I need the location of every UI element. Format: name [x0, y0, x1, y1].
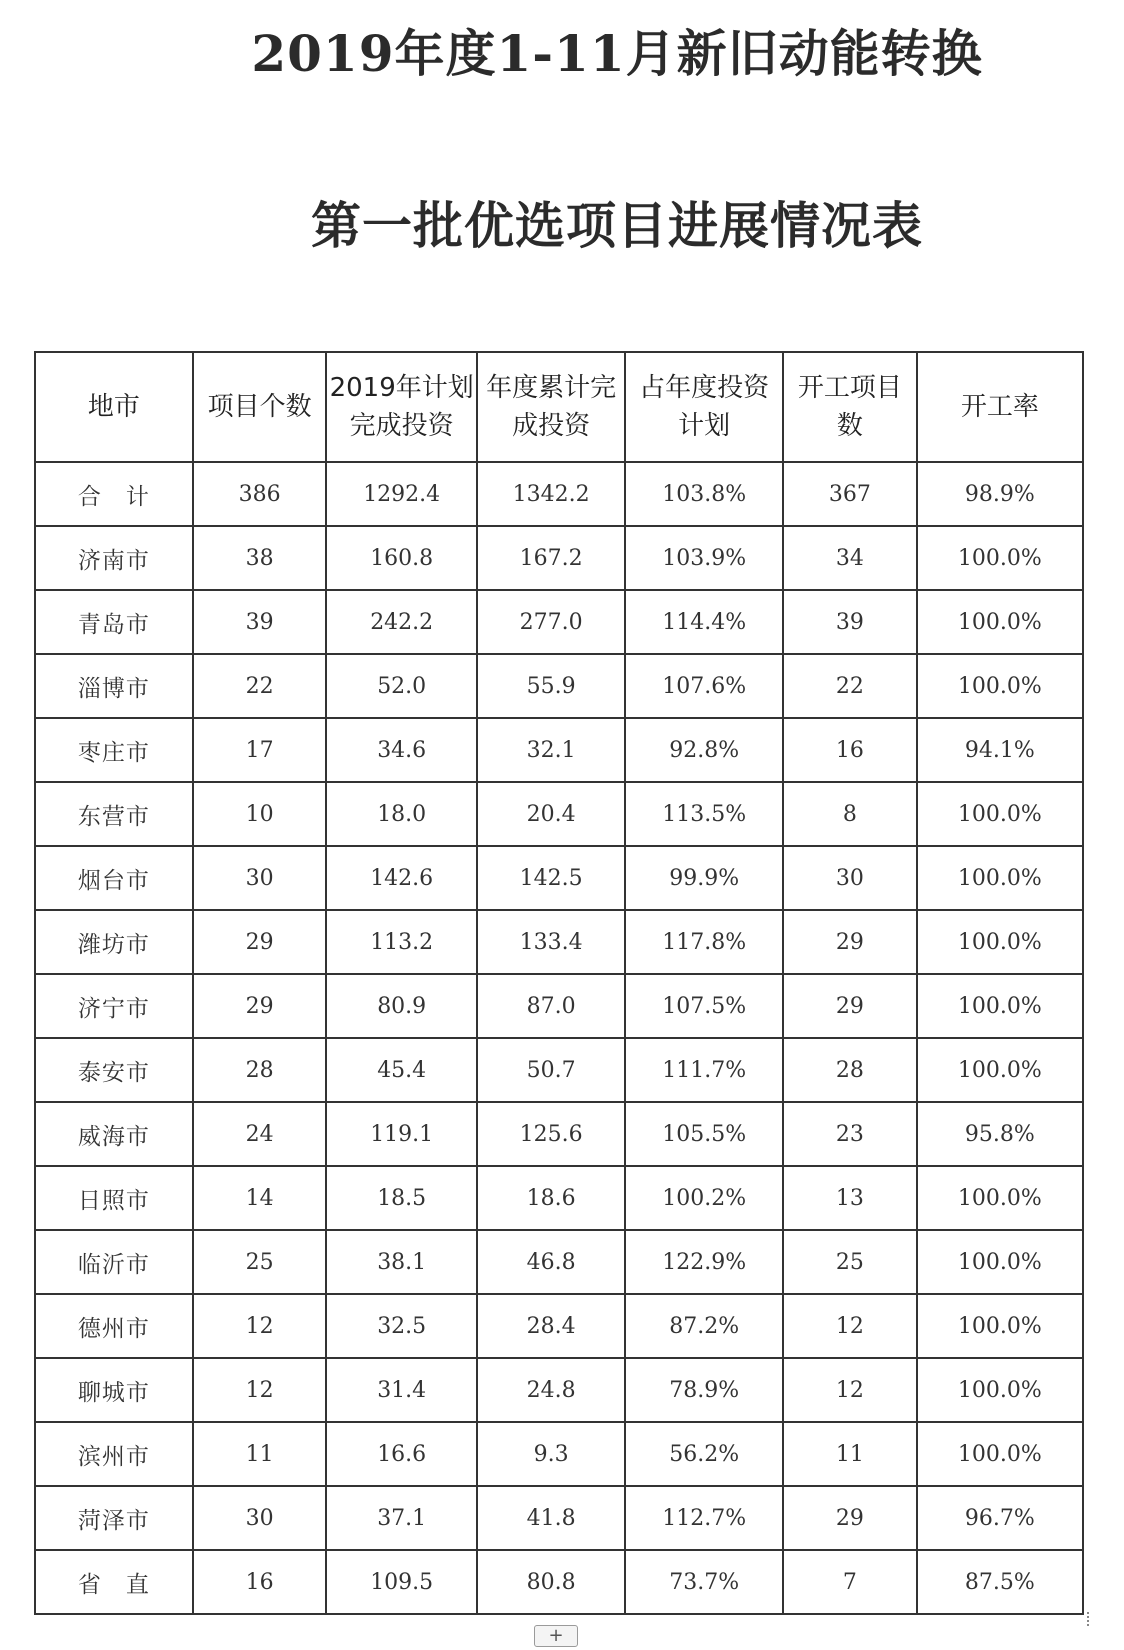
- cell-planned-investment[interactable]: 32.5: [326, 1294, 476, 1358]
- progress-table-container: [34, 351, 1084, 1615]
- cell-started-projects[interactable]: 12: [783, 1294, 917, 1358]
- cell-planned-investment[interactable]: 80.9: [326, 974, 476, 1038]
- column-header-started-projects[interactable]: 开工项目数: [783, 352, 917, 462]
- cell-start-rate[interactable]: 100.0%: [917, 1358, 1083, 1422]
- cell-plan-percentage[interactable]: 107.5%: [625, 974, 783, 1038]
- cell-started-projects[interactable]: 39: [783, 590, 917, 654]
- cell-city[interactable]: 泰安市: [35, 1038, 193, 1102]
- cell-project-count[interactable]: 30: [193, 846, 327, 910]
- table-row: [35, 590, 1083, 654]
- table-row: [35, 846, 1083, 910]
- cell-plan-percentage[interactable]: 113.5%: [625, 782, 783, 846]
- table-body: [35, 462, 1083, 1614]
- table-row: [35, 1038, 1083, 1102]
- cell-planned-investment[interactable]: 52.0: [326, 654, 476, 718]
- cell-started-projects[interactable]: 28: [783, 1038, 917, 1102]
- cell-city[interactable]: 烟台市: [35, 846, 193, 910]
- cell-start-rate[interactable]: 100.0%: [917, 526, 1083, 590]
- table-row: [35, 974, 1083, 1038]
- cell-start-rate[interactable]: 100.0%: [917, 1038, 1083, 1102]
- table-row: [35, 654, 1083, 718]
- cell-plan-percentage[interactable]: 92.8%: [625, 718, 783, 782]
- cell-city[interactable]: 济宁市: [35, 974, 193, 1038]
- table-row: [35, 1422, 1083, 1486]
- cell-plan-percentage[interactable]: 100.2%: [625, 1166, 783, 1230]
- cell-planned-investment[interactable]: 16.6: [326, 1422, 476, 1486]
- cell-project-count[interactable]: 25: [193, 1230, 327, 1294]
- cell-start-rate[interactable]: 100.0%: [917, 1422, 1083, 1486]
- cell-cumulative-investment[interactable]: 133.4: [477, 910, 625, 974]
- cell-start-rate[interactable]: 100.0%: [917, 910, 1083, 974]
- cell-cumulative-investment[interactable]: 167.2: [477, 526, 625, 590]
- cell-started-projects[interactable]: 29: [783, 910, 917, 974]
- cell-planned-investment[interactable]: 18.5: [326, 1166, 476, 1230]
- cell-planned-investment[interactable]: 18.0: [326, 782, 476, 846]
- cell-plan-percentage[interactable]: 122.9%: [625, 1230, 783, 1294]
- cell-started-projects[interactable]: 30: [783, 846, 917, 910]
- cell-plan-percentage[interactable]: 87.2%: [625, 1294, 783, 1358]
- cell-start-rate[interactable]: 100.0%: [917, 782, 1083, 846]
- cell-start-rate[interactable]: 100.0%: [917, 1166, 1083, 1230]
- cell-city[interactable]: 日照市: [35, 1166, 193, 1230]
- cell-planned-investment[interactable]: 119.1: [326, 1102, 476, 1166]
- cell-plan-percentage[interactable]: 105.5%: [625, 1102, 783, 1166]
- cell-project-count[interactable]: 386: [193, 462, 327, 526]
- cell-city[interactable]: 东营市: [35, 782, 193, 846]
- cell-cumulative-investment[interactable]: 18.6: [477, 1166, 625, 1230]
- cell-plan-percentage[interactable]: 112.7%: [625, 1486, 783, 1550]
- cell-project-count[interactable]: 22: [193, 654, 327, 718]
- cell-start-rate[interactable]: 94.1%: [917, 718, 1083, 782]
- cell-plan-percentage[interactable]: 117.8%: [625, 910, 783, 974]
- cell-cumulative-investment[interactable]: 80.8: [477, 1550, 625, 1614]
- cell-project-count[interactable]: 29: [193, 974, 327, 1038]
- table-header-row: [35, 352, 1083, 462]
- cell-cumulative-investment[interactable]: 28.4: [477, 1294, 625, 1358]
- cell-planned-investment[interactable]: 142.6: [326, 846, 476, 910]
- cell-project-count[interactable]: 11: [193, 1422, 327, 1486]
- cell-city[interactable]: 枣庄市: [35, 718, 193, 782]
- cell-city[interactable]: 德州市: [35, 1294, 193, 1358]
- cell-project-count[interactable]: 12: [193, 1294, 327, 1358]
- cell-cumulative-investment[interactable]: 1342.2: [477, 462, 625, 526]
- table-row: [35, 1102, 1083, 1166]
- cell-city[interactable]: 临沂市: [35, 1230, 193, 1294]
- cell-plan-percentage[interactable]: 103.8%: [625, 462, 783, 526]
- cell-cumulative-investment[interactable]: 9.3: [477, 1422, 625, 1486]
- cell-cumulative-investment[interactable]: 277.0: [477, 590, 625, 654]
- column-header-planned-investment[interactable]: 2019年计划完成投资: [326, 352, 476, 462]
- cell-project-count[interactable]: 24: [193, 1102, 327, 1166]
- table-row: [35, 462, 1083, 526]
- column-header-cumulative-investment[interactable]: 年度累计完成投资: [477, 352, 625, 462]
- cell-start-rate[interactable]: 87.5%: [917, 1550, 1083, 1614]
- cell-started-projects[interactable]: 8: [783, 782, 917, 846]
- cell-city[interactable]: 威海市: [35, 1102, 193, 1166]
- table-row: [35, 1166, 1083, 1230]
- cell-city[interactable]: 合 计: [35, 462, 193, 526]
- cell-project-count[interactable]: 39: [193, 590, 327, 654]
- cell-plan-percentage[interactable]: 107.6%: [625, 654, 783, 718]
- cell-project-count[interactable]: 29: [193, 910, 327, 974]
- cell-planned-investment[interactable]: 37.1: [326, 1486, 476, 1550]
- table-row: [35, 1294, 1083, 1358]
- cell-started-projects[interactable]: 13: [783, 1166, 917, 1230]
- cell-plan-percentage[interactable]: 114.4%: [625, 590, 783, 654]
- page-title: 2019年度1-11月新旧动能转换: [251, 24, 983, 83]
- column-header-project-count[interactable]: 项目个数: [193, 352, 327, 462]
- column-header-start-rate[interactable]: 开工率: [917, 352, 1083, 462]
- cell-city[interactable]: 聊城市: [35, 1358, 193, 1422]
- cell-project-count[interactable]: 14: [193, 1166, 327, 1230]
- cell-start-rate[interactable]: 98.9%: [917, 462, 1083, 526]
- cell-plan-percentage[interactable]: 111.7%: [625, 1038, 783, 1102]
- cell-cumulative-investment[interactable]: 87.0: [477, 974, 625, 1038]
- column-header-city[interactable]: 地市: [35, 352, 193, 462]
- cell-city[interactable]: 滨州市: [35, 1422, 193, 1486]
- cell-city[interactable]: 潍坊市: [35, 910, 193, 974]
- cell-started-projects[interactable]: 25: [783, 1230, 917, 1294]
- cell-plan-percentage[interactable]: 73.7%: [625, 1550, 783, 1614]
- cell-started-projects[interactable]: 7: [783, 1550, 917, 1614]
- cell-cumulative-investment[interactable]: 41.8: [477, 1486, 625, 1550]
- cell-plan-percentage[interactable]: 99.9%: [625, 846, 783, 910]
- cell-start-rate[interactable]: 100.0%: [917, 1230, 1083, 1294]
- cell-project-count[interactable]: 38: [193, 526, 327, 590]
- cell-cumulative-investment[interactable]: 50.7: [477, 1038, 625, 1102]
- cell-project-count[interactable]: 30: [193, 1486, 327, 1550]
- cell-city[interactable]: 菏泽市: [35, 1486, 193, 1550]
- cell-started-projects[interactable]: 22: [783, 654, 917, 718]
- cell-started-projects[interactable]: 23: [783, 1102, 917, 1166]
- table-row: [35, 910, 1083, 974]
- cell-project-count[interactable]: 12: [193, 1358, 327, 1422]
- cell-city[interactable]: 淄博市: [35, 654, 193, 718]
- cell-cumulative-investment[interactable]: 46.8: [477, 1230, 625, 1294]
- cell-start-rate[interactable]: 100.0%: [917, 846, 1083, 910]
- cell-project-count[interactable]: 16: [193, 1550, 327, 1614]
- cell-plan-percentage[interactable]: 56.2%: [625, 1422, 783, 1486]
- table-row: [35, 1550, 1083, 1614]
- cell-project-count[interactable]: 28: [193, 1038, 327, 1102]
- cell-start-rate[interactable]: 95.8%: [917, 1102, 1083, 1166]
- cell-planned-investment[interactable]: 242.2: [326, 590, 476, 654]
- cell-project-count[interactable]: 10: [193, 782, 327, 846]
- cell-cumulative-investment[interactable]: 125.6: [477, 1102, 625, 1166]
- cell-planned-investment[interactable]: 109.5: [326, 1550, 476, 1614]
- table-resize-handle[interactable]: [1087, 1612, 1092, 1626]
- cell-city[interactable]: 青岛市: [35, 590, 193, 654]
- cell-started-projects[interactable]: 16: [783, 718, 917, 782]
- cell-started-projects[interactable]: 367: [783, 462, 917, 526]
- cell-planned-investment[interactable]: 45.4: [326, 1038, 476, 1102]
- cell-start-rate[interactable]: 100.0%: [917, 590, 1083, 654]
- cell-cumulative-investment[interactable]: 20.4: [477, 782, 625, 846]
- add-row-button[interactable]: +: [534, 1625, 578, 1647]
- page-subtitle: 第一批优选项目进展情况表: [311, 196, 923, 255]
- cell-planned-investment[interactable]: 34.6: [326, 718, 476, 782]
- cell-cumulative-investment[interactable]: 142.5: [477, 846, 625, 910]
- column-header-plan-percentage[interactable]: 占年度投资计划: [625, 352, 783, 462]
- table-row: [35, 1230, 1083, 1294]
- table-row: [35, 718, 1083, 782]
- cell-started-projects[interactable]: 34: [783, 526, 917, 590]
- cell-cumulative-investment[interactable]: 55.9: [477, 654, 625, 718]
- table-row: [35, 1358, 1083, 1422]
- cell-city[interactable]: 济南市: [35, 526, 193, 590]
- cell-start-rate[interactable]: 100.0%: [917, 654, 1083, 718]
- cell-started-projects[interactable]: 29: [783, 974, 917, 1038]
- cell-started-projects[interactable]: 11: [783, 1422, 917, 1486]
- cell-plan-percentage[interactable]: 78.9%: [625, 1358, 783, 1422]
- cell-planned-investment[interactable]: 113.2: [326, 910, 476, 974]
- cell-city[interactable]: 省 直: [35, 1550, 193, 1614]
- cell-cumulative-investment[interactable]: 24.8: [477, 1358, 625, 1422]
- cell-planned-investment[interactable]: 38.1: [326, 1230, 476, 1294]
- table-row: [35, 1486, 1083, 1550]
- cell-start-rate[interactable]: 100.0%: [917, 974, 1083, 1038]
- cell-planned-investment[interactable]: 1292.4: [326, 462, 476, 526]
- cell-started-projects[interactable]: 12: [783, 1358, 917, 1422]
- cell-start-rate[interactable]: 96.7%: [917, 1486, 1083, 1550]
- cell-planned-investment[interactable]: 160.8: [326, 526, 476, 590]
- table-row: [35, 526, 1083, 590]
- progress-table: [34, 351, 1084, 1615]
- cell-started-projects[interactable]: 29: [783, 1486, 917, 1550]
- cell-planned-investment[interactable]: 31.4: [326, 1358, 476, 1422]
- cell-start-rate[interactable]: 100.0%: [917, 1294, 1083, 1358]
- cell-project-count[interactable]: 17: [193, 718, 327, 782]
- table-row: [35, 782, 1083, 846]
- cell-cumulative-investment[interactable]: 32.1: [477, 718, 625, 782]
- cell-plan-percentage[interactable]: 103.9%: [625, 526, 783, 590]
